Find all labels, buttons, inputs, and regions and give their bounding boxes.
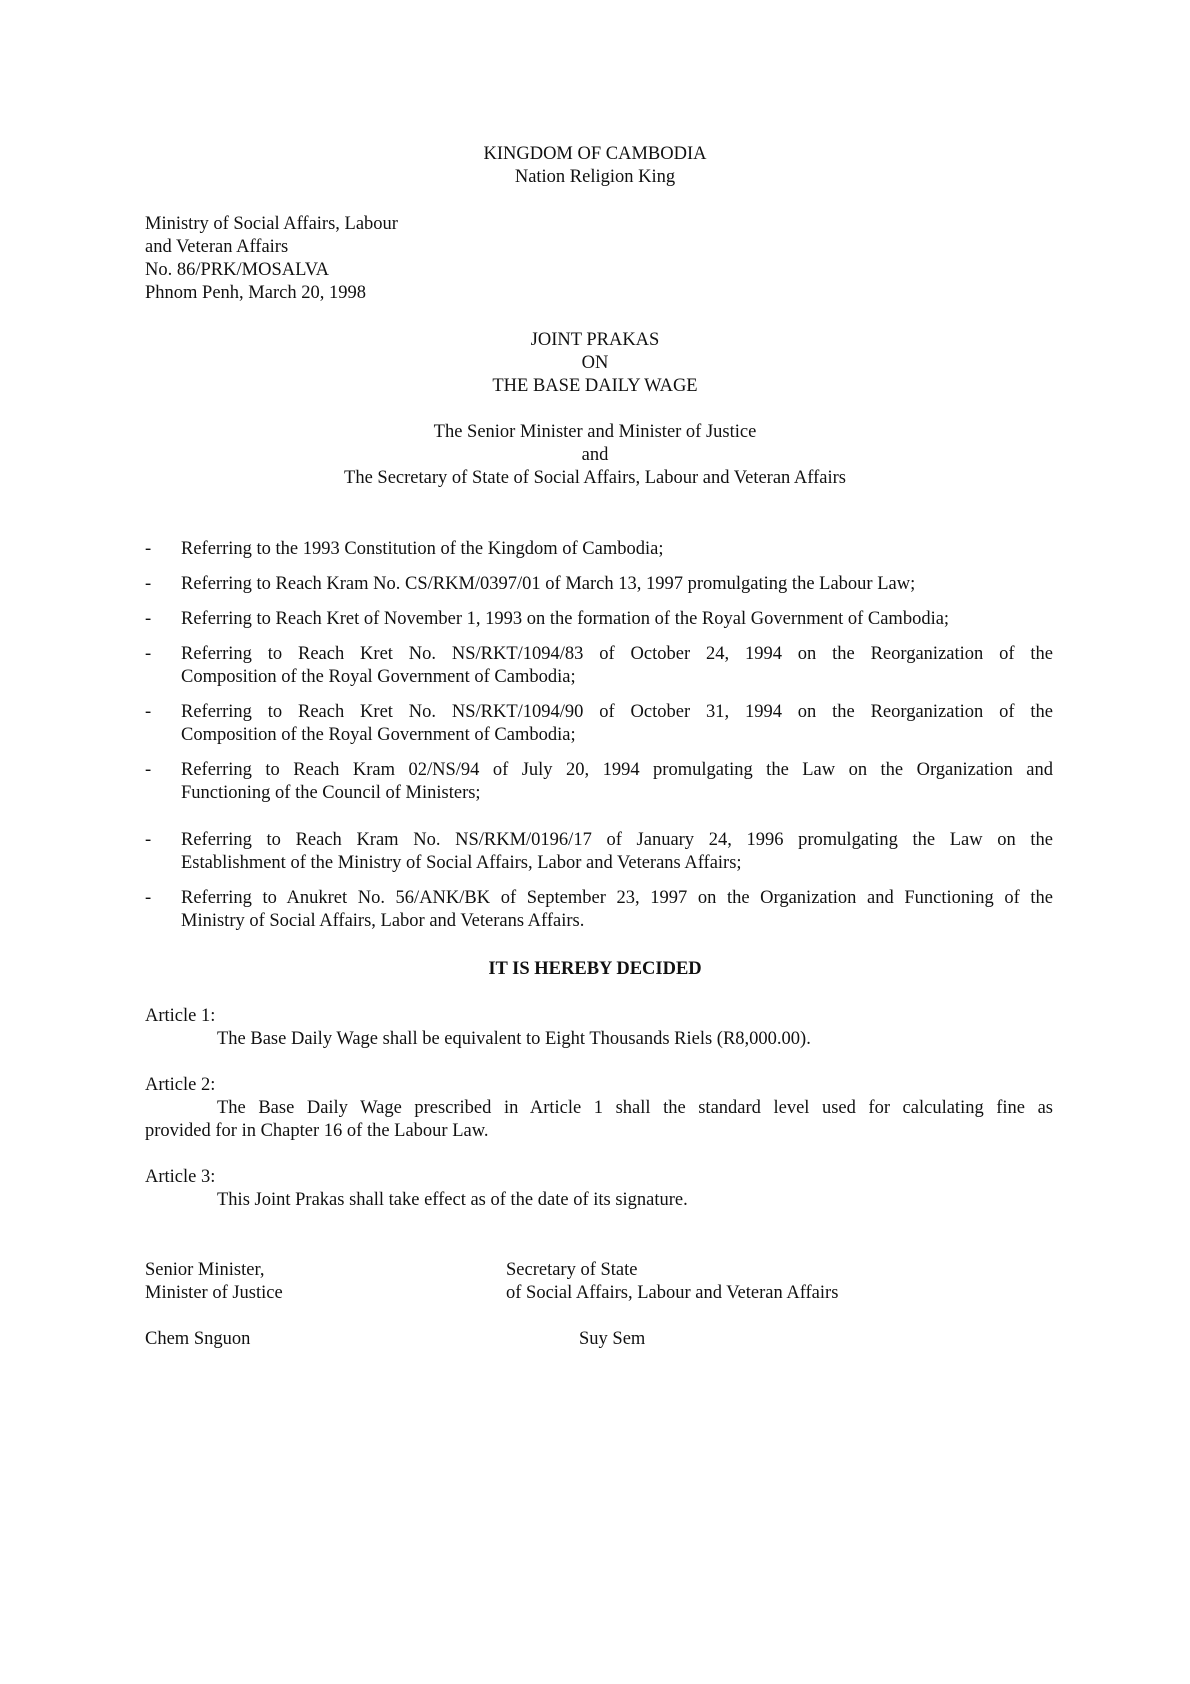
reference-text: Referring to the 1993 Constitution of the Kingdom of Cambodia; xyxy=(181,539,664,559)
list-bullet: - xyxy=(145,539,152,559)
reference-text-continued: Ministry of Social Affairs, Labor and Veterans Affairs. xyxy=(181,911,585,931)
right-signatory-name: Suy Sem xyxy=(579,1329,646,1349)
reference-text: Referring to Reach Kram No. CS/RKM/0397/01 of March 13, 1997 promulgating the Labour Law; xyxy=(181,574,916,594)
left-title-line-2: Minister of Justice xyxy=(145,1283,283,1303)
country-name: KINGDOM OF CAMBODIA xyxy=(483,144,707,164)
authority-line-2: and xyxy=(581,445,609,465)
title-line-1: JOINT PRAKAS xyxy=(530,330,660,350)
reference-text-continued: Functioning of the Council of Ministers; xyxy=(181,783,481,803)
reference-text-continued: Establishment of the Ministry of Social Affairs, Labor and Veterans Affairs; xyxy=(181,853,742,873)
list-bullet: - xyxy=(145,574,152,594)
right-title-line-1: Secretary of State xyxy=(506,1260,638,1280)
header xyxy=(0,143,1190,189)
ministry-line-1: Ministry of Social Affairs, Labour xyxy=(145,214,398,234)
document-title xyxy=(0,329,1190,398)
left-signatory-name: Chem Snguon xyxy=(145,1329,251,1349)
reference-text-continued: Composition of the Royal Government of Cambodia; xyxy=(181,667,576,687)
authority-line-3: The Secretary of State of Social Affairs, Labour and Veteran Affairs xyxy=(344,468,846,488)
article-1 xyxy=(145,1005,1053,1051)
left-signatory-title xyxy=(145,1259,283,1305)
article-label: Article 1: xyxy=(145,1006,216,1026)
article-2 xyxy=(145,1074,1053,1143)
list-bullet: - xyxy=(145,609,152,629)
issuer-block xyxy=(145,213,398,305)
list-bullet: - xyxy=(145,644,152,664)
article-text: This Joint Prakas shall take effect as of the date of its signature. xyxy=(217,1190,688,1210)
place-and-date: Phnom Penh, March 20, 1998 xyxy=(145,283,366,303)
reference-text: Referring to Reach Kram No. NS/RKM/0196/17 of January 24, 1996 promulgating the Law on the xyxy=(181,830,1053,850)
national-motto: Nation Religion King xyxy=(514,167,676,187)
article-text-continued: provided for in Chapter 16 of the Labour Law. xyxy=(145,1121,489,1141)
right-title-line-2: of Social Affairs, Labour and Veteran Affairs xyxy=(506,1283,839,1303)
reference-text: Referring to Reach Kret No. NS/RKT/1094/83 of October 24, 1994 on the Reorganization of the xyxy=(181,644,1053,664)
article-text: The Base Daily Wage shall be equivalent to Eight Thousands Riels (R8,000.00). xyxy=(217,1029,811,1049)
document-number: No. 86/PRK/MOSALVA xyxy=(145,260,330,280)
article-label: Article 2: xyxy=(145,1075,216,1095)
authority-line-1: The Senior Minister and Minister of Justice xyxy=(433,422,757,442)
ministry-line-2: and Veteran Affairs xyxy=(145,237,289,257)
list-bullet: - xyxy=(145,830,152,850)
article-label: Article 3: xyxy=(145,1167,216,1187)
list-bullet: - xyxy=(145,760,152,780)
decision-heading: IT IS HEREBY DECIDED xyxy=(488,959,702,979)
article-3 xyxy=(145,1166,1053,1212)
title-line-2: ON xyxy=(581,353,609,373)
reference-text: Referring to Anukret No. 56/ANK/BK of September 23, 1997 on the Organization and Functioning of the xyxy=(181,888,1053,908)
reference-text: Referring to Reach Kret No. NS/RKT/1094/90 of October 31, 1994 on the Reorganization of the xyxy=(181,702,1053,722)
article-text: The Base Daily Wage prescribed in Article 1 shall the standard level used for calculating fine as xyxy=(217,1098,1053,1118)
list-bullet: - xyxy=(145,702,152,722)
title-line-3: THE BASE DAILY WAGE xyxy=(492,376,698,396)
issuing-authorities xyxy=(0,421,1190,490)
list-bullet: - xyxy=(145,888,152,908)
left-title-line-1: Senior Minister, xyxy=(145,1260,265,1280)
right-signatory-title xyxy=(506,1259,838,1305)
reference-text: Referring to Reach Kram 02/NS/94 of July 20, 1994 promulgating the Law on the Organization and xyxy=(181,760,1053,780)
reference-text: Referring to Reach Kret of November 1, 1993 on the formation of the Royal Government of Cambodia; xyxy=(181,609,950,629)
reference-text-continued: Composition of the Royal Government of Cambodia; xyxy=(181,725,576,745)
